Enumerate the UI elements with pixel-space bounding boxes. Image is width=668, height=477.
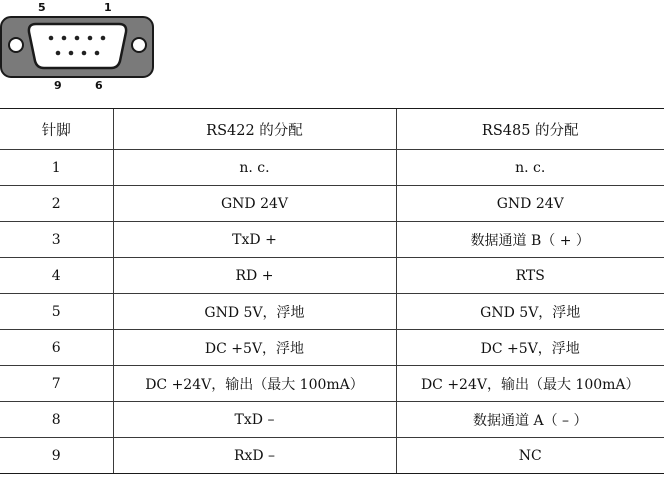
header-pin: 针脚 <box>0 109 113 150</box>
cell-rs422: RD + <box>113 258 396 294</box>
cell-rs485: NC <box>396 438 664 474</box>
cell-pin: 3 <box>0 222 113 258</box>
cell-rs422: DC +24V，输出（最大 100mA） <box>113 366 396 402</box>
cell-pin: 9 <box>0 438 113 474</box>
table-row <box>0 330 664 366</box>
table-header-row <box>0 109 664 150</box>
cell-rs485: DC +5V，浮地 <box>396 330 664 366</box>
cell-pin: 5 <box>0 294 113 330</box>
pin-6 <box>95 51 100 56</box>
cell-rs422: GND 5V，浮地 <box>113 294 396 330</box>
cell-rs485: 数据通道 B（ + ） <box>396 222 664 258</box>
cell-rs422: DC +5V，浮地 <box>113 330 396 366</box>
cell-rs422: TxD – <box>113 402 396 438</box>
cell-pin: 2 <box>0 186 113 222</box>
mounting-hole-left <box>9 38 23 52</box>
table-row <box>0 222 664 258</box>
cell-pin: 1 <box>0 150 113 186</box>
cell-rs485: RTS <box>396 258 664 294</box>
table-row <box>0 366 664 402</box>
cell-pin: 8 <box>0 402 113 438</box>
cell-rs485: DC +24V，输出（最大 100mA） <box>396 366 664 402</box>
connector-insulator <box>29 24 126 68</box>
table-row <box>0 294 664 330</box>
pin-label-1: 1 <box>104 1 112 14</box>
cell-rs485: n. c. <box>396 150 664 186</box>
cell-pin: 7 <box>0 366 113 402</box>
pin-1 <box>101 36 106 41</box>
table-row <box>0 186 664 222</box>
cell-rs422: GND 24V <box>113 186 396 222</box>
pin-3 <box>75 36 80 41</box>
cell-pin: 6 <box>0 330 113 366</box>
cell-rs422: n. c. <box>113 150 396 186</box>
cell-rs485: GND 5V，浮地 <box>396 294 664 330</box>
cell-rs422: TxD + <box>113 222 396 258</box>
pin-label-9: 9 <box>54 79 62 92</box>
table-row <box>0 402 664 438</box>
table-row <box>0 150 664 186</box>
pin-8 <box>69 51 74 56</box>
db9-connector-figure <box>0 0 160 92</box>
header-rs485: RS485 的分配 <box>396 109 664 150</box>
pin-9 <box>56 51 61 56</box>
cell-rs422: RxD – <box>113 438 396 474</box>
pin-2 <box>88 36 93 41</box>
pin-4 <box>62 36 67 41</box>
table-row <box>0 438 664 474</box>
pin-5 <box>49 36 54 41</box>
pin-assignment-table <box>0 108 664 474</box>
pin-label-5: 5 <box>38 1 46 14</box>
table-row <box>0 258 664 294</box>
pin-7 <box>82 51 87 56</box>
cell-pin: 4 <box>0 258 113 294</box>
pin-label-6: 6 <box>95 79 103 92</box>
db9-connector-icon <box>0 0 160 92</box>
mounting-hole-right <box>132 38 146 52</box>
cell-rs485: 数据通道 A（ – ） <box>396 402 664 438</box>
header-rs422: RS422 的分配 <box>113 109 396 150</box>
cell-rs485: GND 24V <box>396 186 664 222</box>
